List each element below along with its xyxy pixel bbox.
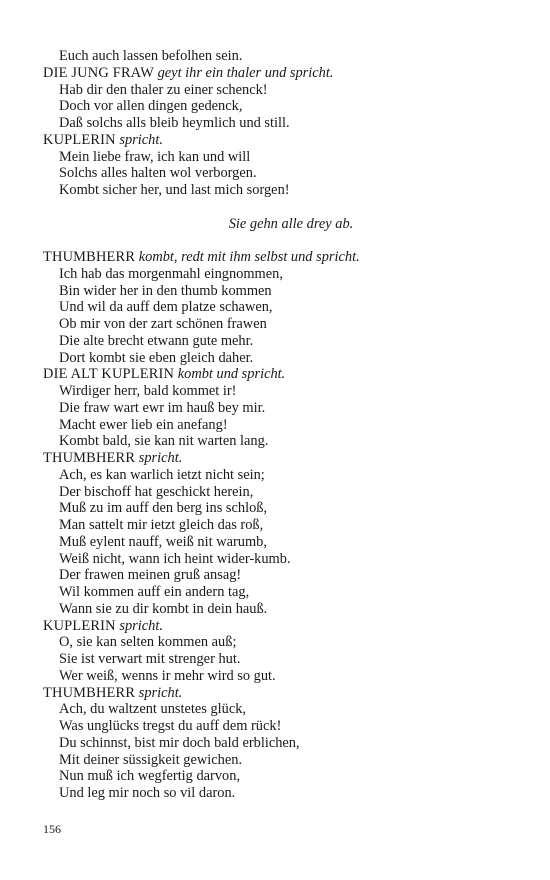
verse-line: Wer weiß, wenns ir mehr wird so gut. [59, 667, 276, 684]
verse-line: Und leg mir noch so vil daron. [59, 785, 236, 801]
blank-line [43, 199, 513, 216]
verse-line: Macht ewer lieb ein anefang! [59, 416, 228, 433]
speaker-line [43, 685, 513, 702]
verse-line: Der frawen meinen gruß ansag! [59, 567, 242, 584]
verse-line: Nun muß ich wegfertig darvon, [59, 768, 241, 785]
speaker-line [43, 65, 513, 82]
verse-line: Dort kombt sie eben gleich daher. [59, 349, 254, 366]
stage-direction-centered: Sie gehn alle drey ab. [228, 215, 354, 232]
verse-line: Euch auch lassen befolhen sein. [59, 48, 243, 64]
speaker-line [43, 249, 513, 266]
stage-direction: kombt, redt mit ihm selbst und spricht. [138, 249, 360, 265]
blank-line [43, 232, 513, 249]
verse-line: Mit deiner süssigkeit gewichen. [59, 751, 243, 768]
verse-line: Kombt sicher her, und last mich sorgen! [59, 182, 290, 198]
verse-line: Die fraw wart ewr im hauß bey mir. [59, 399, 266, 416]
verse-line: Der bischoff hat geschickt herein, [59, 483, 254, 500]
verse-line: Ob mir von der zart schönen frawen [59, 316, 267, 332]
verse-line: Die alte brecht etwann gute mehr. [59, 332, 254, 349]
verse-line: Wirdiger herr, bald kommet ir! [59, 383, 237, 399]
speaker-name: THUMBHERR [43, 249, 136, 265]
verse-line: Was unglücks tregst du auff dem rück! [59, 718, 282, 734]
stage-direction: spricht. [138, 450, 183, 466]
verse-line: Sie ist verwart mit strenger hut. [59, 651, 241, 667]
speaker-line [43, 618, 513, 635]
verse-line: Wil kommen auff ein andern tag, [59, 584, 250, 600]
verse-line: Muß eylent nauff, weiß nit warumb, [59, 533, 267, 550]
verse-line: Man sattelt mir ietzt gleich das roß, [59, 517, 264, 533]
verse-line: Hab dir den thaler zu einer schenck! [59, 81, 268, 98]
verse-line: Wann sie zu dir kombt in dein hauß. [59, 600, 268, 617]
speaker-line [43, 132, 513, 149]
speaker-name: KUPLERIN [43, 131, 116, 148]
verse-line: Doch vor allen dingen gedenck, [59, 98, 243, 115]
verse-line: Kombt bald, sie kan nit warten lang. [59, 433, 269, 450]
verse-line: O, sie kan selten kommen auß; [59, 634, 237, 651]
verse-line: Ich hab das morgenmahl eingnommen, [59, 265, 283, 282]
verse-line: Mein liebe fraw, ich kan und will [59, 148, 251, 165]
verse-line: Weiß nicht, wann ich heint wider-kumb. [59, 550, 291, 567]
page-number: 156 [43, 822, 61, 836]
play-text [43, 48, 513, 802]
stage-direction: spricht. [119, 131, 163, 148]
stage-direction: spricht. [138, 684, 183, 701]
verse-line: Du schinnst, bist mir doch bald erblichen, [59, 734, 300, 751]
speaker-name: KUPLERIN [43, 617, 116, 634]
stage-direction: geyt ihr ein thaler und spricht. [157, 64, 334, 81]
speaker-name: THUMBHERR [43, 684, 136, 701]
stage-direction: spricht. [119, 617, 163, 634]
verse-line: Daß solchs alls bleib heymlich und still. [59, 115, 290, 131]
verse-line: Und wil da auff dem platze schawen, [59, 299, 273, 316]
speaker-line [43, 450, 513, 467]
speaker-name: DIE JUNG FRAW [43, 64, 154, 81]
verse-line: Solchs alles halten wol verborgen. [59, 165, 257, 182]
verse-line: Ach, es kan warlich ietzt nicht sein; [59, 466, 265, 483]
verse-line: Ach, du waltzent unstetes glück, [59, 701, 247, 718]
speaker-line [43, 366, 513, 383]
verse-line: Bin wider her in den thumb kommen [59, 282, 272, 299]
verse-line: Muß zu im auff den berg ins schloß, [59, 500, 268, 517]
speaker-name: DIE ALT KUPLERIN [43, 366, 175, 383]
stage-direction: kombt und spricht. [177, 366, 286, 383]
speaker-name: THUMBHERR [43, 450, 136, 466]
